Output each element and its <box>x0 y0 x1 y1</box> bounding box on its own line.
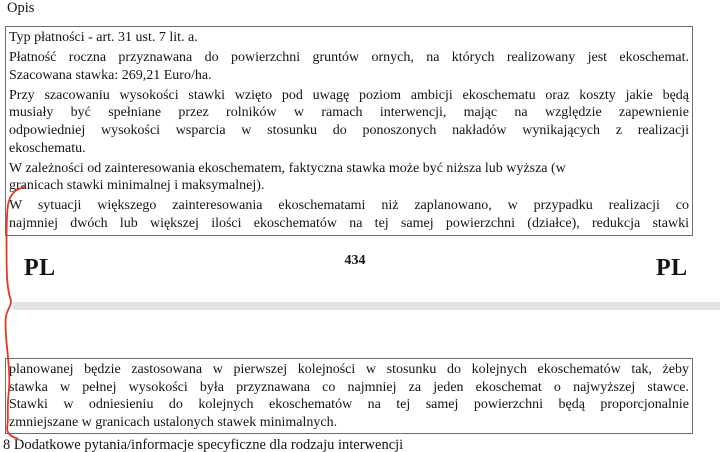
text-line: musiały być spełniane przez rolników w ramach interwencji, mając na względzie zapewnienie <box>9 105 689 121</box>
description-box <box>5 26 693 236</box>
paragraph <box>9 87 689 157</box>
paragraph <box>9 361 689 431</box>
text-line: najmniej dwóch lub większej ilości ekoschematów na tej samej powierzchni (działce), redukcja stawki <box>9 215 689 231</box>
text-line: planowanej będzie zastosowana w pierwszej kolejności w stosunku do kolejnych ekoschematów tak, żeby <box>9 362 689 377</box>
text-line: W sytuacji większego zainteresowania ekoschematami niż zaplanowano, w przypadku realizacji co <box>9 198 689 214</box>
text-line: granicach stawki minimalnej i maksymalnej). <box>9 178 265 194</box>
text-line: W zależności od zainteresowania ekoschematem, faktyczna stawka może być niższa lub wyższa (w <box>9 160 566 176</box>
text-line: ekoschematu. <box>9 140 86 156</box>
footer-page-number: 434 <box>344 253 366 268</box>
paragraph <box>9 160 689 195</box>
continuation-box <box>5 358 693 434</box>
paragraph <box>9 197 689 232</box>
page-separator-bar <box>13 302 720 310</box>
paragraph <box>9 49 689 84</box>
section-heading: 8 Dodatkowe pytania/informacje specyficzne dla rodzaju interwencji <box>3 437 404 452</box>
paragraph <box>9 29 689 47</box>
footer-country-code-right: PL <box>656 255 688 281</box>
text-line: Szacowana stawka: 269,21 Euro/ha. <box>9 67 212 83</box>
text-line: zmniejszane w granicach ustalonych stawek minimalnych. <box>9 414 338 430</box>
text-line: Typ płatności - art. 31 ust. 7 lit. a. <box>9 30 198 45</box>
text-line: Stawki w odniesieniu do kolejnych ekoschematów na tej samej powierzchni będą proporcjonalnie <box>9 397 689 413</box>
text-line: stawka w pełnej wysokości była przyznawana co najmniej za jeden ekoschemat o najwyższej stawce. <box>9 379 689 395</box>
footer-country-code-left: PL <box>24 255 56 281</box>
text-line: odpowiedniej wysokości wsparcia w stosunku do ponoszonych nakładów wynikających z realizacji <box>9 122 689 138</box>
text-line: Płatność roczna przyznawana do powierzchni gruntów ornych, na których realizowany jest ekoschemat. <box>9 50 689 66</box>
text-line: Przy szacowaniu wysokości stawki wzięto pod uwagę poziom ambicji ekoschematu oraz koszty jakie będą <box>9 87 689 103</box>
section-label-opis: Opis <box>7 0 35 16</box>
